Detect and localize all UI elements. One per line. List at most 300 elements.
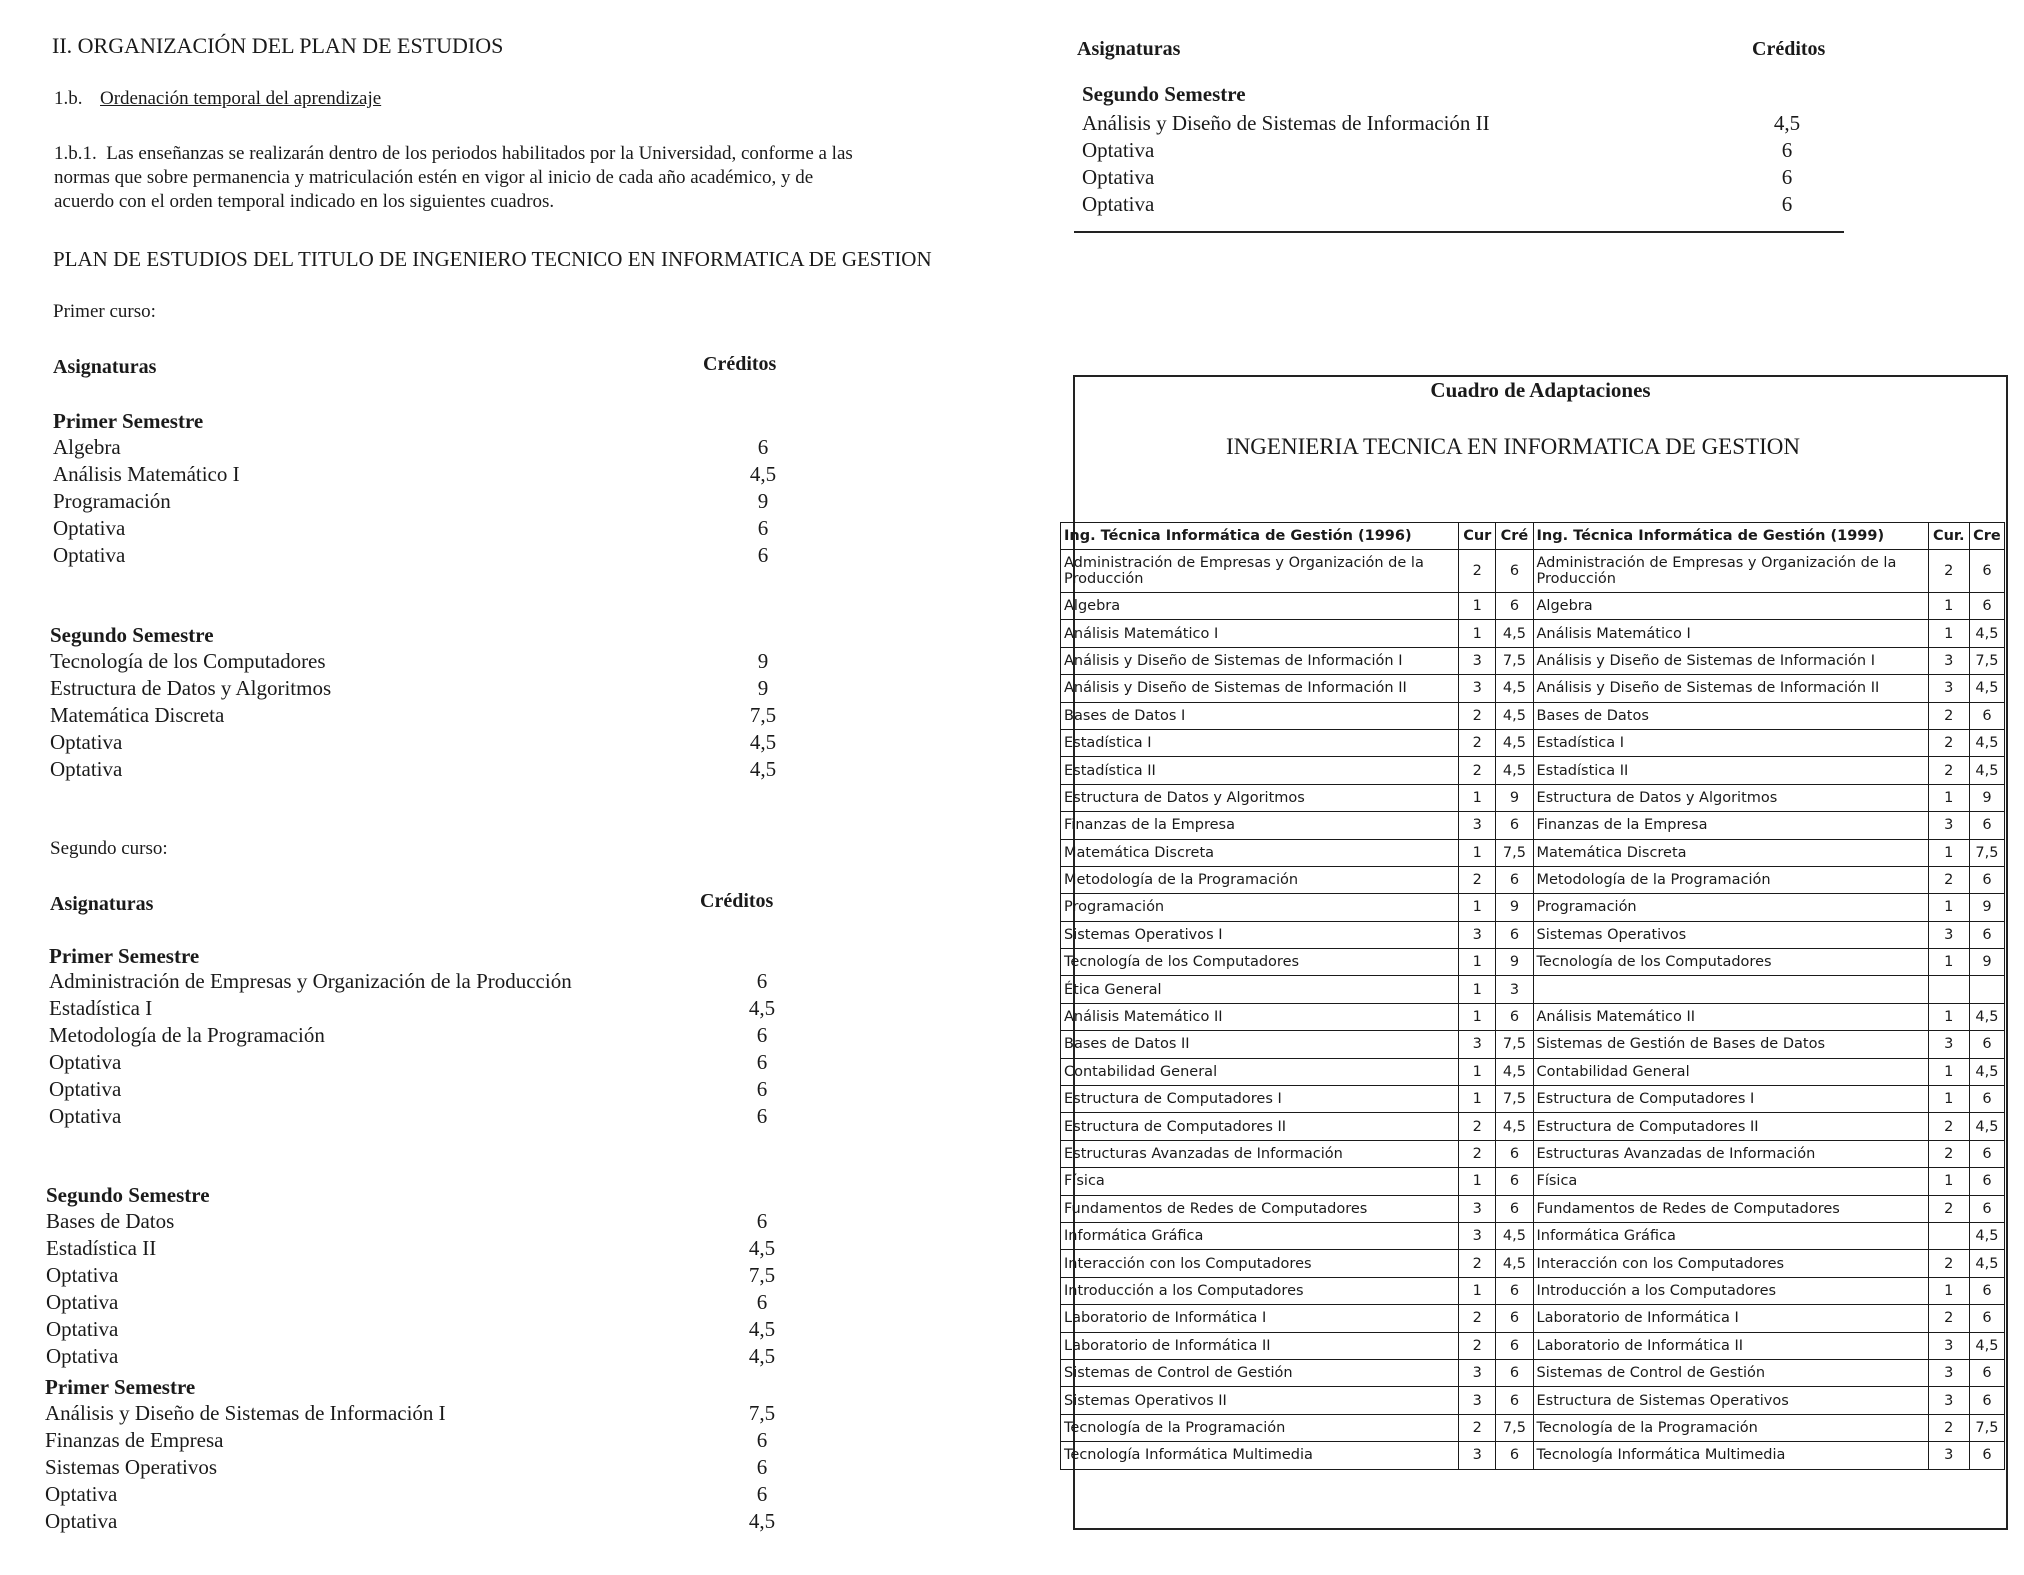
first-course-col-subjects: Asignaturas: [53, 356, 157, 378]
cell-subject-1996: Análisis y Diseño de Sistemas de Información I: [1061, 647, 1459, 674]
adaptation-row: [1061, 1031, 2005, 1058]
cell-course-1999: 1: [1928, 1086, 1969, 1113]
subject-name: Finanzas de Empresa: [45, 1428, 224, 1452]
cell-subject-1999: Laboratorio de Informática II: [1533, 1332, 1928, 1359]
section-title: II. ORGANIZACIÓN DEL PLAN DE ESTUDIOS: [52, 33, 504, 58]
header-subject-1999: Ing. Técnica Informática de Gestión (1999): [1533, 523, 1928, 550]
subject-credits: 7,5: [749, 703, 777, 727]
cell-subject-1999: Estadística II: [1533, 757, 1928, 784]
right-sem-title: Segundo Semestre: [1082, 82, 1246, 106]
subject-row: [46, 1343, 806, 1370]
second-course-label: Segundo curso:: [50, 838, 168, 859]
cell-course-1996: 3: [1459, 1387, 1496, 1414]
cell-course-1996: 3: [1459, 1442, 1496, 1469]
cell-credits-1996: 7,5: [1496, 1086, 1533, 1113]
cell-subject-1996: Matemática Discreta: [1061, 839, 1459, 866]
cell-subject-1999: Análisis Matemático I: [1533, 620, 1928, 647]
cell-subject-1999: Estructura de Sistemas Operativos: [1533, 1387, 1928, 1414]
second-course-sem2-list: [46, 1208, 806, 1370]
cell-subject-1996: Laboratorio de Informática I: [1061, 1305, 1459, 1332]
adaptation-row: [1061, 1058, 2005, 1085]
cell-course-1996: 1: [1459, 1086, 1496, 1113]
subject-credits: 6: [1781, 192, 1793, 216]
cell-credits-1999: 7,5: [1969, 1414, 2004, 1441]
subject-credits: 7,5: [748, 1263, 776, 1287]
cell-credits-1996: 7,5: [1496, 647, 1533, 674]
cell-credits-1999: 6: [1969, 1387, 2004, 1414]
subject-credits: 6: [756, 1482, 768, 1506]
cell-course-1996: 2: [1459, 729, 1496, 756]
cell-course-1999: 3: [1928, 1442, 1969, 1469]
cell-course-1999: [1928, 976, 1969, 1003]
cell-course-1996: 3: [1459, 675, 1496, 702]
cell-course-1996: 3: [1459, 921, 1496, 948]
cell-subject-1996: Fundamentos de Redes de Computadores: [1061, 1195, 1459, 1222]
adaptation-row: [1061, 647, 2005, 674]
adaptation-row: [1061, 784, 2005, 811]
cell-credits-1999: 6: [1969, 593, 2004, 620]
cell-credits-1996: 6: [1496, 1140, 1533, 1167]
subject-name: Matemática Discreta: [50, 703, 225, 727]
subject-name: Bases de Datos: [46, 1209, 175, 1233]
adaptation-row: [1061, 1250, 2005, 1277]
cell-course-1996: 3: [1459, 1359, 1496, 1386]
subject-row: [45, 1427, 805, 1454]
cell-subject-1999: Tecnología de la Programación: [1533, 1414, 1928, 1441]
adaptation-row: [1061, 976, 2005, 1003]
cell-credits-1996: 4,5: [1496, 620, 1533, 647]
cell-credits-1999: 6: [1969, 550, 2004, 593]
cell-credits-1996: 6: [1496, 1442, 1533, 1469]
subject-credits: 6: [757, 435, 769, 459]
subject-row: [45, 1400, 805, 1427]
adaptation-row: [1061, 675, 2005, 702]
cell-credits-1996: 6: [1496, 1387, 1533, 1414]
subject-credits: 6: [756, 1104, 768, 1128]
cell-subject-1999: Sistemas de Gestión de Bases de Datos: [1533, 1031, 1928, 1058]
cell-credits-1996: 4,5: [1496, 729, 1533, 756]
subject-name: Estadística I: [49, 996, 153, 1020]
cell-credits-1999: 4,5: [1969, 757, 2004, 784]
cell-subject-1999: Algebra: [1533, 593, 1928, 620]
cell-subject-1999: Estadística I: [1533, 729, 1928, 756]
first-course-label: Primer curso:: [53, 301, 156, 322]
cell-credits-1996: 4,5: [1496, 1058, 1533, 1085]
cell-credits-1996: 6: [1496, 812, 1533, 839]
subject-name: Optativa: [45, 1482, 118, 1506]
cell-subject-1996: Análisis Matemático II: [1061, 1003, 1459, 1030]
cell-credits-1999: 6: [1969, 1086, 2004, 1113]
cell-course-1996: 2: [1459, 1305, 1496, 1332]
adaptation-row: [1061, 1387, 2005, 1414]
cell-credits-1999: 4,5: [1969, 1250, 2004, 1277]
header-course-1996: Cur: [1459, 523, 1496, 550]
subject-credits: 4,5: [748, 1317, 776, 1341]
cell-course-1999: 2: [1928, 866, 1969, 893]
header-subject-1996: Ing. Técnica Informática de Gestión (1996): [1061, 523, 1459, 550]
cell-subject-1996: Estructura de Datos y Algoritmos: [1061, 784, 1459, 811]
subject-name: Optativa: [53, 543, 126, 567]
cell-credits-1999: 9: [1969, 949, 2004, 976]
cell-subject-1999: Programación: [1533, 894, 1928, 921]
cell-subject-1996: Estructura de Computadores II: [1061, 1113, 1459, 1140]
cell-credits-1996: 4,5: [1496, 702, 1533, 729]
adaptation-row: [1061, 812, 2005, 839]
cell-course-1999: 2: [1928, 1305, 1969, 1332]
cell-credits-1996: 6: [1496, 866, 1533, 893]
cell-subject-1999: Tecnología de los Computadores: [1533, 949, 1928, 976]
cell-subject-1996: Contabilidad General: [1061, 1058, 1459, 1085]
cell-course-1999: 3: [1928, 921, 1969, 948]
adaptation-row: [1061, 1140, 2005, 1167]
cell-course-1996: 2: [1459, 702, 1496, 729]
cell-subject-1996: Finanzas de la Empresa: [1061, 812, 1459, 839]
cell-credits-1999: 6: [1969, 1359, 2004, 1386]
cell-course-1999: 1: [1928, 839, 1969, 866]
cell-credits-1996: 4,5: [1496, 757, 1533, 784]
subject-name: Programación: [53, 489, 171, 513]
cell-course-1999: 1: [1928, 593, 1969, 620]
cell-course-1999: 3: [1928, 1387, 1969, 1414]
cell-course-1996: 1: [1459, 949, 1496, 976]
cell-course-1996: 2: [1459, 1414, 1496, 1441]
cell-credits-1999: [1969, 976, 2004, 1003]
cell-subject-1999: Análisis y Diseño de Sistemas de Información I: [1533, 647, 1928, 674]
cell-credits-1996: 6: [1496, 1305, 1533, 1332]
subject-name: Metodología de la Programación: [49, 1023, 325, 1047]
second-course-sem1-list: [49, 968, 809, 1130]
subject-name: Análisis y Diseño de Sistemas de Información I: [45, 1401, 446, 1425]
subject-credits: 6: [756, 969, 768, 993]
subject-row: [50, 729, 810, 756]
cell-subject-1996: Sistemas Operativos II: [1061, 1387, 1459, 1414]
adaptation-row: [1061, 1222, 2005, 1249]
subject-row: [53, 434, 813, 461]
right-subject-list: [1082, 110, 1842, 218]
first-course-sem2-title: Segundo Semestre: [50, 623, 214, 647]
cell-course-1996: 1: [1459, 784, 1496, 811]
adaptations-title: Cuadro de Adaptaciones: [1430, 378, 1651, 402]
cell-course-1999: 3: [1928, 1332, 1969, 1359]
adaptation-row: [1061, 949, 2005, 976]
subject-name: Algebra: [53, 435, 121, 459]
right-col-credits: Créditos: [1752, 38, 1826, 60]
subject-name: Optativa: [50, 730, 123, 754]
subject-name: Tecnología de los Computadores: [50, 649, 326, 673]
cell-subject-1996: Introducción a los Computadores: [1061, 1277, 1459, 1304]
adaptation-row: [1061, 1168, 2005, 1195]
subject-credits: 9: [757, 676, 769, 700]
cell-credits-1999: 6: [1969, 1168, 2004, 1195]
cell-course-1999: 2: [1928, 757, 1969, 784]
subsection-title: Ordenación temporal del aprendizaje: [100, 88, 382, 109]
cell-credits-1999: 6: [1969, 702, 2004, 729]
cell-credits-1996: 4,5: [1496, 675, 1533, 702]
subject-name: Optativa: [46, 1263, 119, 1287]
paragraph-line-1: Las enseñanzas se realizarán dentro de los periodos habilitados por la Universidad, conforme a las: [106, 143, 853, 164]
cell-subject-1996: Interacción con los Computadores: [1061, 1250, 1459, 1277]
cell-credits-1996: 3: [1496, 976, 1533, 1003]
subject-row: [53, 515, 813, 542]
cell-course-1999: 2: [1928, 1195, 1969, 1222]
cell-subject-1999: Contabilidad General: [1533, 1058, 1928, 1085]
cell-course-1999: 3: [1928, 1359, 1969, 1386]
subject-row: [46, 1262, 806, 1289]
subject-name: Optativa: [1082, 138, 1155, 162]
cell-credits-1996: 6: [1496, 1003, 1533, 1030]
adaptation-row: [1061, 921, 2005, 948]
subject-row: [46, 1208, 806, 1235]
cell-subject-1999: Sistemas Operativos: [1533, 921, 1928, 948]
cell-course-1999: 3: [1928, 675, 1969, 702]
second-course-col-credits: Créditos: [700, 890, 774, 912]
cell-credits-1996: 6: [1496, 550, 1533, 593]
cell-credits-1996: 6: [1496, 1332, 1533, 1359]
subject-credits: 7,5: [748, 1401, 776, 1425]
cell-credits-1999: 6: [1969, 1195, 2004, 1222]
cell-course-1996: 2: [1459, 757, 1496, 784]
cell-subject-1996: Tecnología de los Computadores: [1061, 949, 1459, 976]
cell-subject-1999: Finanzas de la Empresa: [1533, 812, 1928, 839]
subject-credits: 6: [1781, 138, 1793, 162]
subsection-number: 1.b.: [54, 88, 83, 109]
subject-name: Análisis y Diseño de Sistemas de Información II: [1082, 111, 1490, 135]
subject-row: [53, 461, 813, 488]
cell-subject-1999: Estructura de Computadores II: [1533, 1113, 1928, 1140]
subject-name: Optativa: [53, 516, 126, 540]
cell-subject-1996: Ética General: [1061, 976, 1459, 1003]
cell-credits-1996: 6: [1496, 1359, 1533, 1386]
cell-course-1999: 1: [1928, 1168, 1969, 1195]
header-course-1999: Cur.: [1928, 523, 1969, 550]
subject-name: Optativa: [45, 1509, 118, 1533]
cell-credits-1996: 6: [1496, 1195, 1533, 1222]
adaptation-row: [1061, 1195, 2005, 1222]
cell-credits-1999: 9: [1969, 894, 2004, 921]
cell-credits-1996: 6: [1496, 593, 1533, 620]
cell-subject-1999: Bases de Datos: [1533, 702, 1928, 729]
subject-credits: 6: [1781, 165, 1793, 189]
adaptation-row: [1061, 839, 2005, 866]
subject-row: [45, 1481, 805, 1508]
cell-credits-1996: 6: [1496, 1277, 1533, 1304]
cell-course-1996: 1: [1459, 593, 1496, 620]
cell-subject-1999: Estructura de Datos y Algoritmos: [1533, 784, 1928, 811]
subject-row: [50, 675, 810, 702]
adaptation-row: [1061, 593, 2005, 620]
cell-subject-1999: Administración de Empresas y Organización de la Producción: [1533, 550, 1928, 593]
cell-subject-1999: Informática Gráfica: [1533, 1222, 1928, 1249]
cell-credits-1999: 6: [1969, 1277, 2004, 1304]
cell-course-1999: 2: [1928, 1140, 1969, 1167]
subject-name: Administración de Empresas y Organización de la Producción: [49, 969, 572, 993]
cell-course-1996: 2: [1459, 1113, 1496, 1140]
subject-credits: 6: [756, 1077, 768, 1101]
subject-name: Optativa: [46, 1317, 119, 1341]
subject-row: [46, 1235, 806, 1262]
cell-subject-1999: Tecnología Informática Multimedia: [1533, 1442, 1928, 1469]
subject-credits: 9: [757, 489, 769, 513]
subject-row: [49, 1103, 809, 1130]
cell-subject-1999: [1533, 976, 1928, 1003]
subject-row: [53, 542, 813, 569]
adaptation-row: [1061, 1086, 2005, 1113]
cell-credits-1996: 6: [1496, 1168, 1533, 1195]
cell-course-1996: 1: [1459, 1168, 1496, 1195]
subject-name: Estadística II: [46, 1236, 157, 1260]
subject-credits: 4,5: [1773, 111, 1801, 135]
subject-row: [53, 488, 813, 515]
adaptations-header-row: [1061, 523, 2005, 550]
cell-credits-1996: 7,5: [1496, 839, 1533, 866]
cell-credits-1999: 4,5: [1969, 1003, 2004, 1030]
subject-row: [46, 1316, 806, 1343]
subject-name: Estructura de Datos y Algoritmos: [50, 676, 332, 700]
cell-credits-1999: 6: [1969, 1442, 2004, 1469]
cell-subject-1996: Algebra: [1061, 593, 1459, 620]
cell-subject-1999: Interacción con los Computadores: [1533, 1250, 1928, 1277]
cell-subject-1996: Tecnología Informática Multimedia: [1061, 1442, 1459, 1469]
cell-course-1996: 3: [1459, 1222, 1496, 1249]
subject-name: Optativa: [49, 1104, 122, 1128]
cell-credits-1996: 6: [1496, 921, 1533, 948]
cell-credits-1996: 7,5: [1496, 1414, 1533, 1441]
cell-course-1999: [1928, 1222, 1969, 1249]
subject-name: Sistemas Operativos: [45, 1455, 218, 1479]
adaptation-row: [1061, 550, 2005, 593]
cell-subject-1999: Laboratorio de Informática I: [1533, 1305, 1928, 1332]
cell-subject-1999: Análisis Matemático II: [1533, 1003, 1928, 1030]
cell-subject-1996: Estructura de Computadores I: [1061, 1086, 1459, 1113]
cell-subject-1999: Matemática Discreta: [1533, 839, 1928, 866]
subject-row: [1082, 137, 1842, 164]
cell-subject-1999: Fundamentos de Redes de Computadores: [1533, 1195, 1928, 1222]
subject-row: [49, 968, 809, 995]
first-course-sem1-title: Primer Semestre: [53, 409, 204, 433]
cell-course-1999: 2: [1928, 1414, 1969, 1441]
cell-course-1999: 1: [1928, 894, 1969, 921]
subject-name: Optativa: [1082, 192, 1155, 216]
subject-credits: 4,5: [749, 757, 777, 781]
cell-course-1999: 1: [1928, 1058, 1969, 1085]
cell-credits-1999: 6: [1969, 1031, 2004, 1058]
cell-course-1999: 2: [1928, 729, 1969, 756]
subject-row: [49, 1022, 809, 1049]
subject-row: [50, 702, 810, 729]
cell-subject-1996: Física: [1061, 1168, 1459, 1195]
cell-credits-1999: 4,5: [1969, 1222, 2004, 1249]
cell-course-1999: 2: [1928, 702, 1969, 729]
subject-name: Optativa: [49, 1050, 122, 1074]
cell-course-1996: 1: [1459, 1277, 1496, 1304]
first-course-sem2-list: [50, 648, 810, 783]
adaptation-row: [1061, 729, 2005, 756]
cell-course-1996: 3: [1459, 647, 1496, 674]
cell-subject-1996: Administración de Empresas y Organización de la Producción: [1061, 550, 1459, 593]
cell-subject-1996: Estructuras Avanzadas de Información: [1061, 1140, 1459, 1167]
cell-credits-1999: 4,5: [1969, 1332, 2004, 1359]
cell-subject-1996: Estadística I: [1061, 729, 1459, 756]
cell-credits-1999: 6: [1969, 921, 2004, 948]
cell-course-1999: 1: [1928, 1003, 1969, 1030]
cell-credits-1999: 4,5: [1969, 729, 2004, 756]
adaptation-row: [1061, 1305, 2005, 1332]
subject-name: Optativa: [46, 1290, 119, 1314]
header-credits-1999: Cre: [1969, 523, 2004, 550]
subject-row: [50, 756, 810, 783]
subject-name: Optativa: [1082, 165, 1155, 189]
cell-credits-1999: 7,5: [1969, 839, 2004, 866]
cell-credits-1996: 9: [1496, 894, 1533, 921]
adaptation-row: [1061, 1277, 2005, 1304]
cell-subject-1996: Sistemas de Control de Gestión: [1061, 1359, 1459, 1386]
subject-credits: 4,5: [748, 1236, 776, 1260]
intro-paragraph: [54, 142, 1014, 214]
cell-credits-1996: 9: [1496, 784, 1533, 811]
paragraph-line-3: acuerdo con el orden temporal indicado en los siguientes cuadros.: [54, 191, 555, 212]
cell-subject-1999: Estructura de Computadores I: [1533, 1086, 1928, 1113]
cell-subject-1996: Programación: [1061, 894, 1459, 921]
cell-credits-1996: 7,5: [1496, 1031, 1533, 1058]
right-divider: [1074, 231, 1844, 233]
cell-course-1999: 2: [1928, 1250, 1969, 1277]
subject-row: [49, 1076, 809, 1103]
second-course-sem1-title: Primer Semestre: [49, 944, 200, 968]
subject-row: [49, 995, 809, 1022]
cell-course-1996: 2: [1459, 550, 1496, 593]
cell-credits-1999: 6: [1969, 866, 2004, 893]
cell-credits-1999: 7,5: [1969, 647, 2004, 674]
cell-course-1996: 1: [1459, 894, 1496, 921]
cell-subject-1996: Laboratorio de Informática II: [1061, 1332, 1459, 1359]
subject-credits: 6: [756, 1209, 768, 1233]
subject-credits: 6: [756, 1455, 768, 1479]
subject-name: Optativa: [49, 1077, 122, 1101]
subject-credits: 6: [756, 1290, 768, 1314]
cell-course-1996: 1: [1459, 839, 1496, 866]
cell-course-1996: 1: [1459, 620, 1496, 647]
cell-subject-1996: Tecnología de la Programación: [1061, 1414, 1459, 1441]
adaptation-row: [1061, 1003, 2005, 1030]
cell-course-1996: 2: [1459, 1250, 1496, 1277]
second-course-sem3-list: [45, 1400, 805, 1535]
cell-course-1996: 1: [1459, 976, 1496, 1003]
cell-credits-1999: 4,5: [1969, 620, 2004, 647]
adaptation-row: [1061, 1332, 2005, 1359]
subject-row: [1082, 191, 1842, 218]
adaptation-row: [1061, 1359, 2005, 1386]
subject-row: [45, 1508, 805, 1535]
cell-course-1999: 3: [1928, 812, 1969, 839]
cell-credits-1999: 9: [1969, 784, 2004, 811]
subject-row: [1082, 110, 1842, 137]
subject-row: [45, 1454, 805, 1481]
subject-credits: 6: [756, 1428, 768, 1452]
subject-credits: 4,5: [749, 462, 777, 486]
cell-course-1999: 1: [1928, 620, 1969, 647]
cell-course-1999: 1: [1928, 784, 1969, 811]
cell-course-1996: 2: [1459, 1140, 1496, 1167]
cell-course-1999: 1: [1928, 949, 1969, 976]
adaptation-row: [1061, 1414, 2005, 1441]
cell-credits-1996: 4,5: [1496, 1222, 1533, 1249]
adaptations-table: [1060, 522, 2005, 1470]
subject-name: Análisis Matemático I: [53, 462, 240, 486]
adaptation-row: [1061, 1442, 2005, 1469]
adaptation-row: [1061, 620, 2005, 647]
first-course-sem1-list: [53, 434, 813, 569]
cell-subject-1996: Estadística II: [1061, 757, 1459, 784]
